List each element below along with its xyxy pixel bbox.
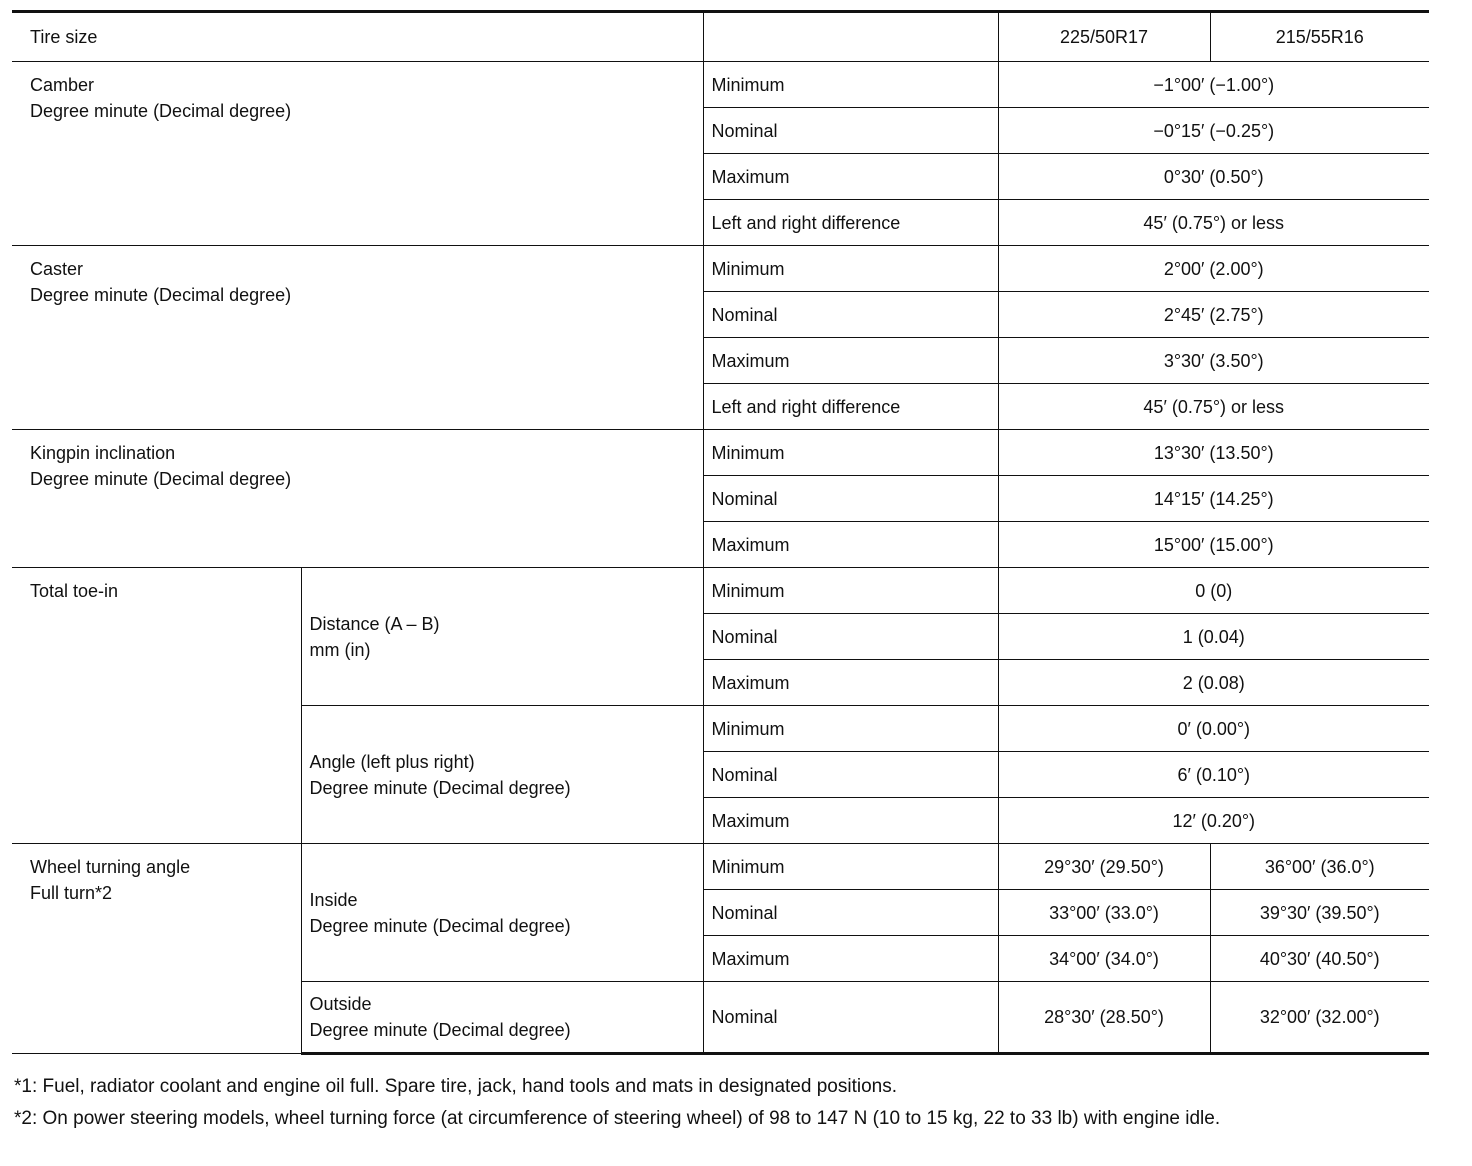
toe-distance-minimum-value: 0 (0) xyxy=(998,568,1429,614)
toe-distance-title: Distance (A – B) xyxy=(309,613,440,634)
table-row xyxy=(12,62,1429,108)
camber-minimum-label: Minimum xyxy=(703,62,998,108)
wheel-outside-title: Outside xyxy=(309,994,372,1014)
caster-minimum-label: Minimum xyxy=(703,246,998,292)
table-row xyxy=(12,568,1429,614)
table-row xyxy=(12,246,1429,292)
wheel-inside-unit: Degree minute (Decimal degree) xyxy=(309,915,571,936)
kingpin-minimum-value: 13°30′ (13.50°) xyxy=(998,430,1429,476)
toe-angle-minimum-label: Minimum xyxy=(703,706,998,752)
footnotes xyxy=(14,1073,1429,1137)
wheel-inside-minimum-label: Minimum xyxy=(703,844,998,890)
toe-angle-nominal-value: 6′ (0.10°) xyxy=(998,752,1429,798)
camber-minimum-value: −1°00′ (−1.00°) xyxy=(998,62,1429,108)
caster-label xyxy=(12,246,703,430)
toe-distance-maximum-label: Maximum xyxy=(703,660,998,706)
wheel-inside-maximum-label: Maximum xyxy=(703,936,998,982)
toe-angle-label xyxy=(301,706,703,844)
wheel-inside-maximum-value-215: 40°30′ (40.50°) xyxy=(1210,936,1429,982)
wheel-inside-maximum-value-225: 34°00′ (34.0°) xyxy=(998,936,1210,982)
wheel-outside-unit: Degree minute (Decimal degree) xyxy=(309,1020,571,1040)
kingpin-maximum-label: Maximum xyxy=(703,522,998,568)
caster-nominal-value: 2°45′ (2.75°) xyxy=(998,292,1429,338)
caster-minimum-value: 2°00′ (2.00°) xyxy=(998,246,1429,292)
kingpin-nominal-value: 14°15′ (14.25°) xyxy=(998,476,1429,522)
wheel-turning-subtitle: Full turn*2 xyxy=(30,883,113,903)
wheel-alignment-spec-table xyxy=(12,10,1429,1055)
kingpin-label xyxy=(12,430,703,568)
header-row xyxy=(12,12,1429,62)
wheel-inside-nominal-label: Nominal xyxy=(703,890,998,936)
wheel-inside-nominal-value-225: 33°00′ (33.0°) xyxy=(998,890,1210,936)
tire-size-225-50r17: 225/50R17 xyxy=(998,12,1210,62)
toe-angle-title: Angle (left plus right) xyxy=(309,751,475,772)
camber-difference-label: Left and right difference xyxy=(703,200,998,246)
camber-unit: Degree minute (Decimal degree) xyxy=(30,101,292,121)
wheel-outside-nominal-value-225: 28°30′ (28.50°) xyxy=(998,982,1210,1054)
table-row xyxy=(12,430,1429,476)
toe-angle-maximum-value: 12′ (0.20°) xyxy=(998,798,1429,844)
caster-title: Caster xyxy=(30,259,84,279)
wheel-inside-minimum-value-225: 29°30′ (29.50°) xyxy=(998,844,1210,890)
toe-in-label: Total toe-in xyxy=(12,568,301,844)
wheel-outside-nominal-label: Nominal xyxy=(703,982,998,1054)
wheel-turning-title: Wheel turning angle xyxy=(30,857,191,877)
caster-maximum-value: 3°30′ (3.50°) xyxy=(998,338,1429,384)
wheel-outside-label xyxy=(301,982,703,1054)
camber-maximum-label: Maximum xyxy=(703,154,998,200)
wheel-inside-minimum-value-215: 36°00′ (36.0°) xyxy=(1210,844,1429,890)
kingpin-maximum-value: 15°00′ (15.00°) xyxy=(998,522,1429,568)
wheel-inside-title: Inside xyxy=(309,889,358,910)
camber-difference-value: 45′ (0.75°) or less xyxy=(998,200,1429,246)
footnote-2: *2: On power steering models, wheel turning force (at circumference of steering wheel) of 98 to 147 N (10 to 15 kg, 22 to 33 lb) with engine idle. xyxy=(14,1108,1221,1129)
toe-angle-minimum-value: 0′ (0.00°) xyxy=(998,706,1429,752)
wheel-turning-label xyxy=(12,844,301,1054)
kingpin-nominal-label: Nominal xyxy=(703,476,998,522)
camber-label xyxy=(12,62,703,246)
header-blank-cell xyxy=(703,12,998,62)
camber-title: Camber xyxy=(30,75,95,95)
toe-angle-unit: Degree minute (Decimal degree) xyxy=(309,777,571,798)
toe-distance-nominal-value: 1 (0.04) xyxy=(998,614,1429,660)
wheel-inside-nominal-value-215: 39°30′ (39.50°) xyxy=(1210,890,1429,936)
toe-distance-label xyxy=(301,568,703,706)
camber-nominal-label: Nominal xyxy=(703,108,998,154)
toe-distance-nominal-label: Nominal xyxy=(703,614,998,660)
wheel-outside-nominal-value-215: 32°00′ (32.00°) xyxy=(1210,982,1429,1054)
tire-size-215-55r16: 215/55R16 xyxy=(1210,12,1429,62)
kingpin-title: Kingpin inclination xyxy=(30,443,176,463)
toe-distance-unit: mm (in) xyxy=(309,639,371,660)
camber-maximum-value: 0°30′ (0.50°) xyxy=(998,154,1429,200)
toe-angle-nominal-label: Nominal xyxy=(703,752,998,798)
caster-difference-value: 45′ (0.75°) or less xyxy=(998,384,1429,430)
kingpin-minimum-label: Minimum xyxy=(703,430,998,476)
toe-distance-maximum-value: 2 (0.08) xyxy=(998,660,1429,706)
toe-angle-maximum-label: Maximum xyxy=(703,798,998,844)
toe-distance-minimum-label: Minimum xyxy=(703,568,998,614)
caster-maximum-label: Maximum xyxy=(703,338,998,384)
table-row xyxy=(12,844,1429,890)
footnote-1: *1: Fuel, radiator coolant and engine oil full. Spare tire, jack, hand tools and mats in designated positions. xyxy=(14,1076,897,1097)
camber-nominal-value: −0°15′ (−0.25°) xyxy=(998,108,1429,154)
caster-nominal-label: Nominal xyxy=(703,292,998,338)
caster-unit: Degree minute (Decimal degree) xyxy=(30,285,292,305)
caster-difference-label: Left and right difference xyxy=(703,384,998,430)
wheel-inside-label xyxy=(301,844,703,982)
tire-size-label: Tire size xyxy=(12,12,703,62)
kingpin-unit: Degree minute (Decimal degree) xyxy=(30,469,292,489)
